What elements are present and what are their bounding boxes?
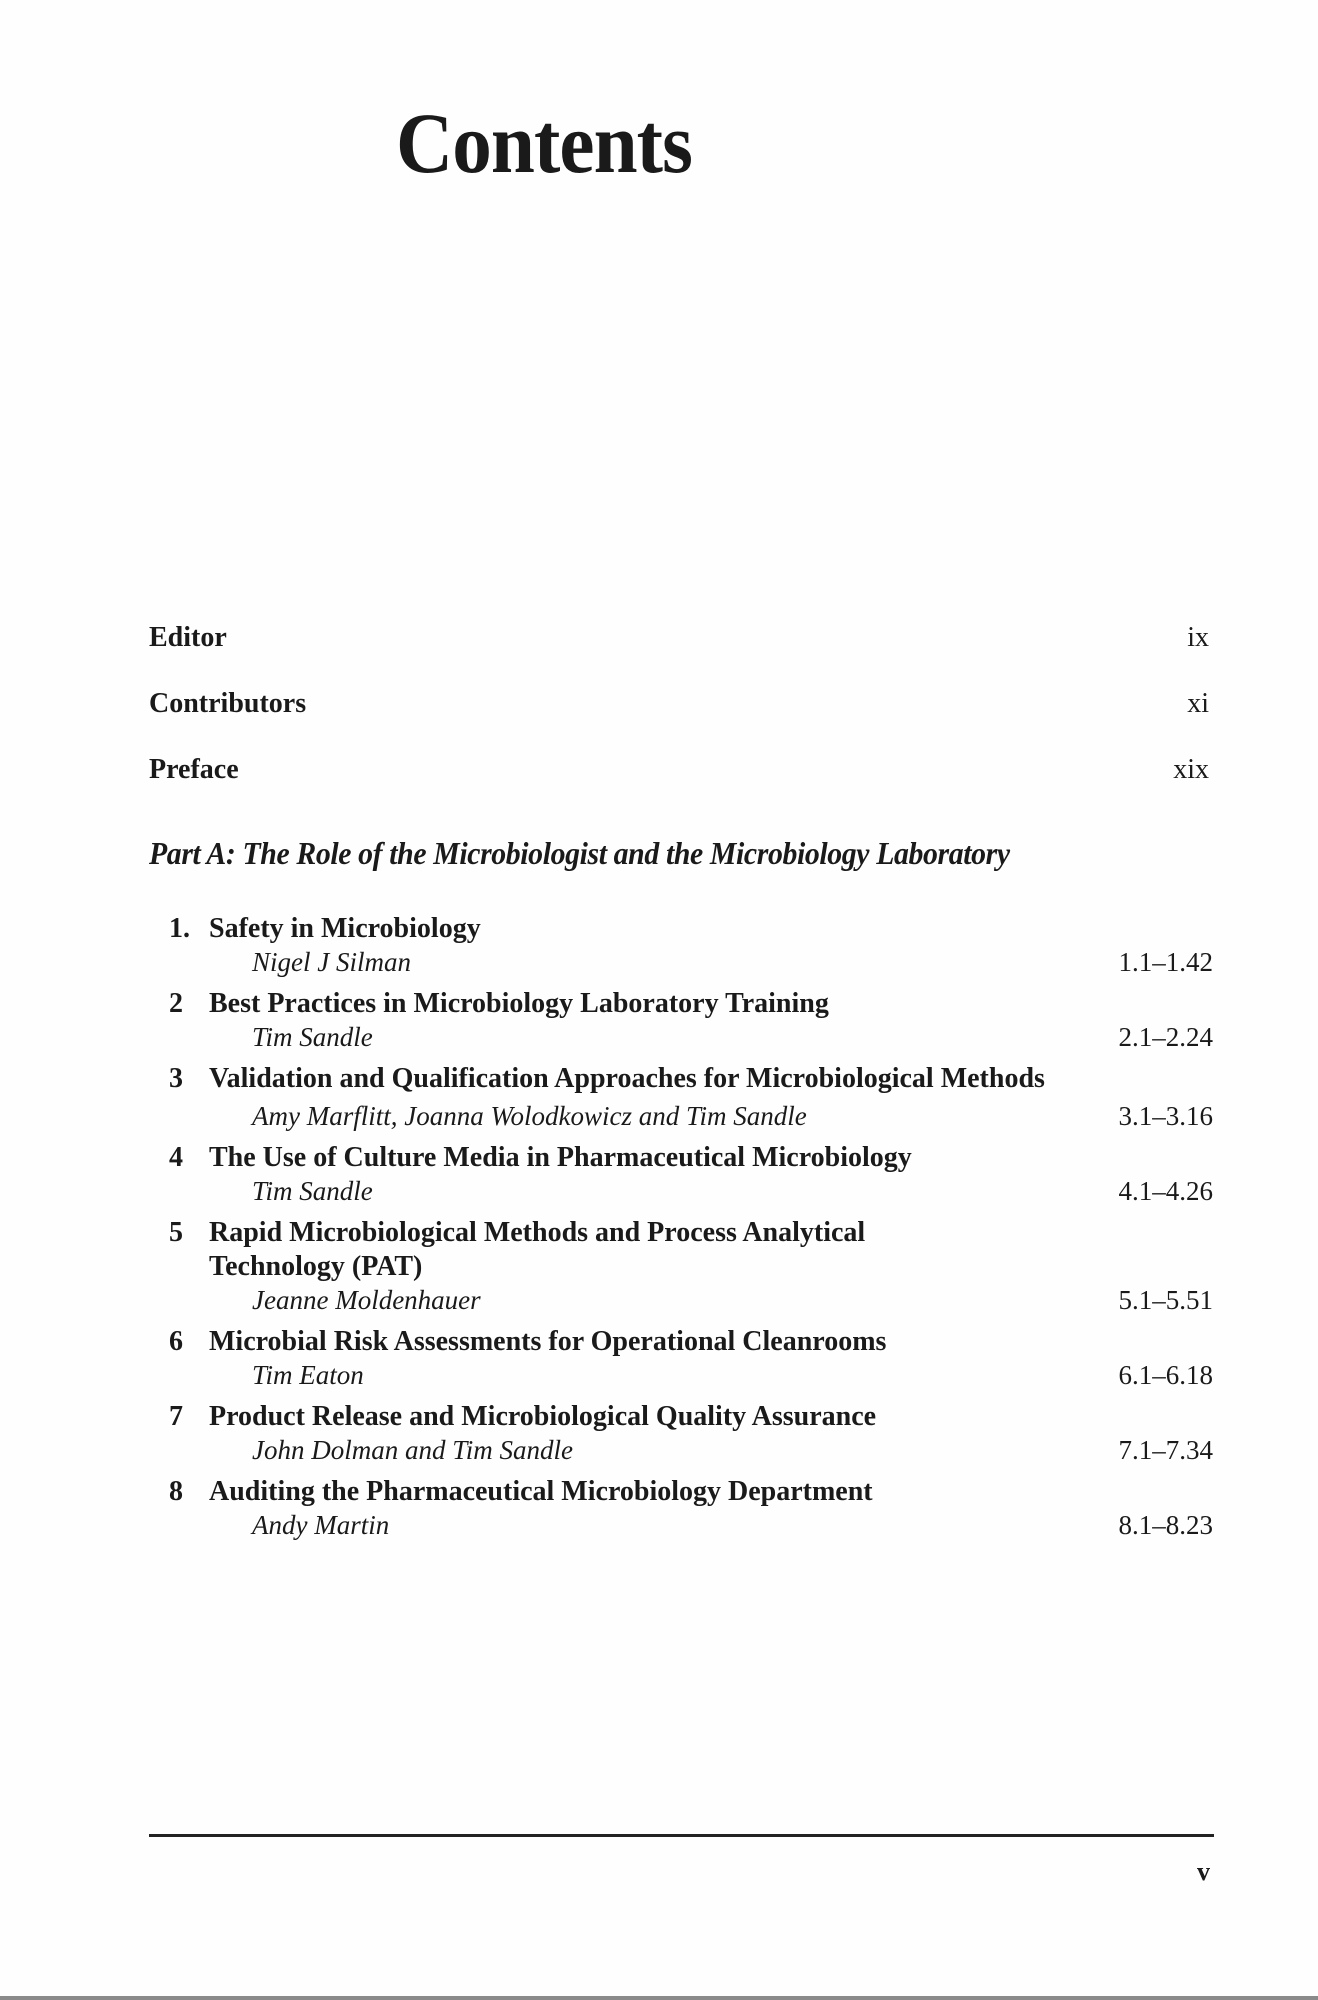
entry-label: Editor (149, 622, 227, 653)
chapter-number: 5 (169, 1217, 183, 1248)
page-number: v (1197, 1857, 1210, 1886)
chapter-pages: 5.1–5.51 (1118, 1285, 1213, 1315)
chapter-pages: 4.1–4.26 (1118, 1176, 1213, 1206)
chapter-entry[interactable] (149, 1216, 1213, 1317)
entry-label: Contributors (149, 688, 307, 719)
chapter-author: Andy Martin (252, 1510, 390, 1540)
chapter-number: 7 (169, 1401, 183, 1432)
entry-page: xi (1187, 688, 1209, 719)
chapter-pages: 3.1–3.16 (1118, 1101, 1213, 1131)
chapter-author: Amy Marflitt, Joanna Wolodkowicz and Tim Sandle (252, 1101, 807, 1131)
chapter-title: Safety in Microbiology (209, 913, 481, 944)
chapter-pages: 2.1–2.24 (1118, 1022, 1213, 1052)
toc-entry-contributors[interactable] (149, 690, 1209, 718)
chapter-entry[interactable] (149, 912, 1213, 979)
chapter-number: 6 (169, 1326, 183, 1357)
chapter-pages: 6.1–6.18 (1118, 1360, 1213, 1390)
chapter-number: 3 (169, 1063, 183, 1094)
chapter-author: John Dolman and Tim Sandle (252, 1435, 573, 1465)
chapter-title: Validation and Qualification Approaches for Microbiological Methods (209, 1063, 1045, 1094)
chapter-author: Nigel J Silman (252, 947, 411, 977)
chapter-author: Tim Sandle (252, 1022, 373, 1052)
chapter-list (149, 912, 1213, 1550)
chapter-title: The Use of Culture Media in Pharmaceutical Microbiology (209, 1142, 912, 1173)
toc-entry-preface[interactable] (149, 756, 1209, 784)
entry-page: ix (1187, 622, 1209, 653)
chapter-pages: 8.1–8.23 (1118, 1510, 1213, 1540)
chapter-title: Rapid Microbiological Methods and Process Analytical Technology (PAT) (209, 1217, 866, 1282)
chapter-number: 2 (169, 988, 183, 1019)
chapter-pages: 7.1–7.34 (1118, 1435, 1213, 1465)
toc-entry-editor[interactable] (149, 624, 1209, 652)
part-heading: Part A: The Role of the Microbiologist and the Microbiology Laboratory (149, 835, 1010, 871)
chapter-entry[interactable] (149, 1062, 1213, 1133)
page-title: Contents (396, 95, 692, 191)
chapter-title: Best Practices in Microbiology Laboratory Training (209, 988, 829, 1019)
chapter-pages: 1.1–1.42 (1118, 947, 1213, 977)
chapter-title: Product Release and Microbiological Quality Assurance (209, 1401, 877, 1432)
chapter-entry[interactable] (149, 987, 1213, 1054)
chapter-number: 1. (169, 913, 190, 944)
entry-page: xix (1173, 754, 1209, 785)
chapter-entry[interactable] (149, 1400, 1213, 1467)
chapter-number: 8 (169, 1476, 183, 1507)
chapter-title: Auditing the Pharmaceutical Microbiology Department (209, 1476, 873, 1507)
chapter-author: Tim Sandle (252, 1176, 373, 1206)
footer-rule (149, 1834, 1214, 1837)
chapter-author: Jeanne Moldenhauer (252, 1285, 481, 1315)
chapter-title: Microbial Risk Assessments for Operational Cleanrooms (209, 1326, 887, 1357)
entry-label: Preface (149, 754, 239, 785)
chapter-author: Tim Eaton (252, 1360, 364, 1390)
viewer-bottom-edge (0, 1996, 1318, 2000)
chapter-entry[interactable] (149, 1325, 1213, 1392)
chapter-entry[interactable] (149, 1141, 1213, 1208)
chapter-number: 4 (169, 1142, 183, 1173)
chapter-entry[interactable] (149, 1475, 1213, 1542)
